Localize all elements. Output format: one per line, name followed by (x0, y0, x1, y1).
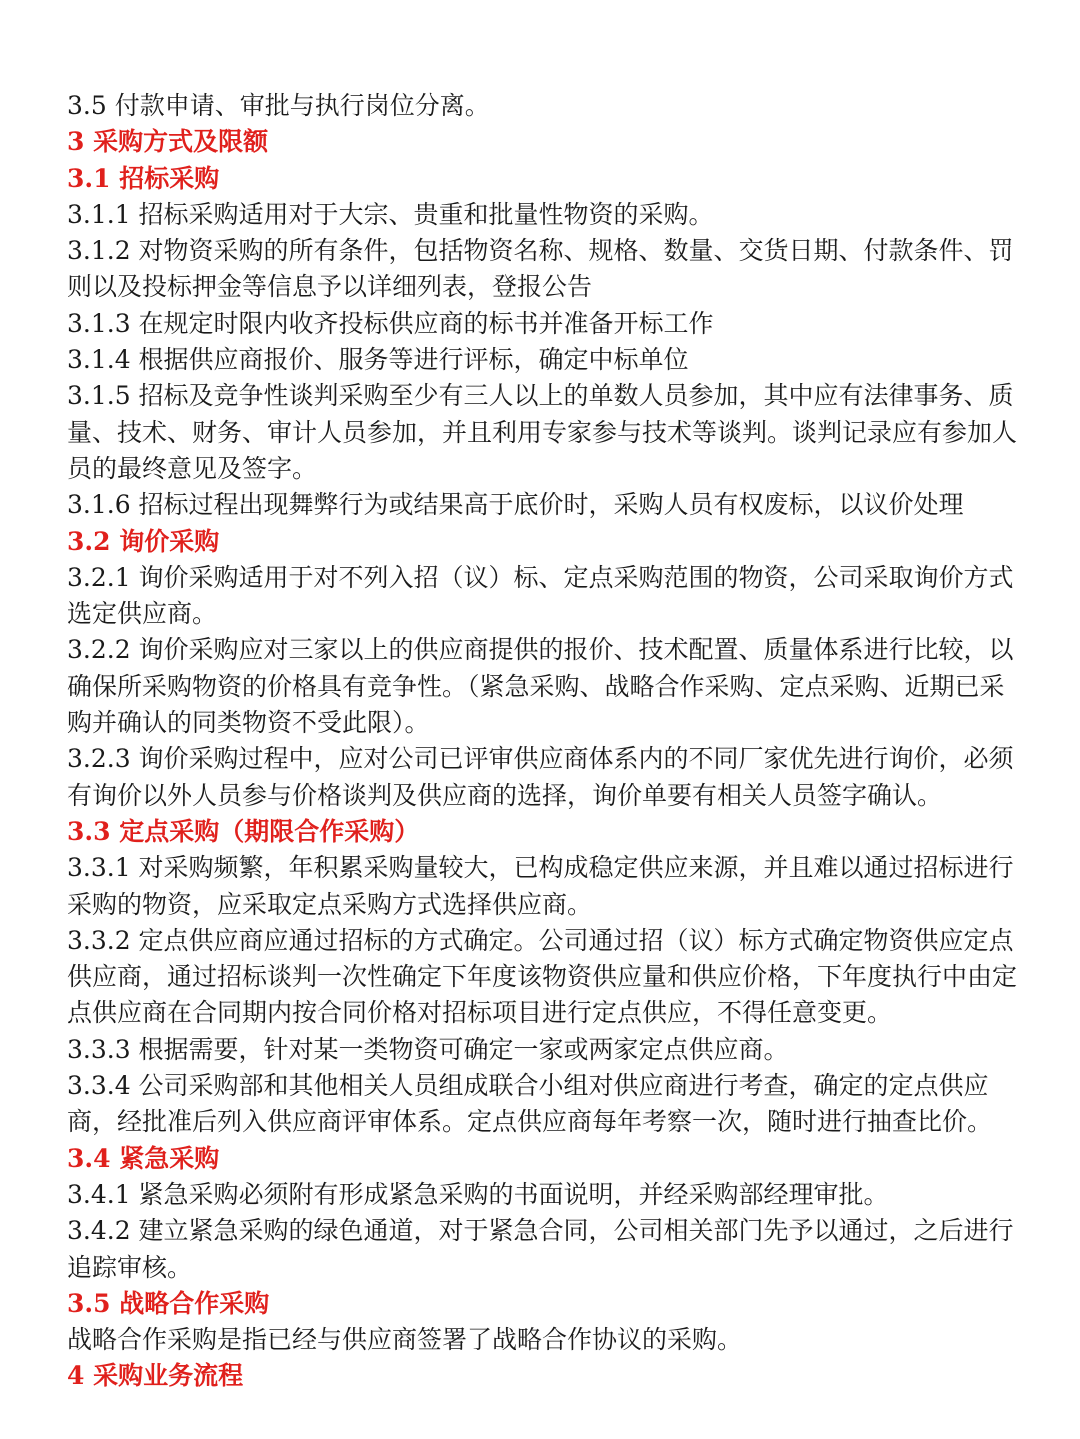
clause-3-4-1: 3.4.1 紧急采购必须附有形成紧急采购的书面说明，并经采购部经理审批。 (67, 1179, 889, 1209)
clause-3-2-2: 3.2.2 询价采购应对三家以上的供应商提供的报价、技术配置、质量体系进行比较，以确保所采购物资的价格具有竞争性。（紧急采购、战略合作采购、定点采购、近期已采购并确认的同类物资不受此限）。 (67, 635, 1014, 738)
clause-3-1-5: 3.1.5 招标及竞争性谈判采购至少有三人以上的单数人员参加，其中应有法律事务、质量、技术、财务、审计人员参加，并且利用专家参与技术等谈判。谈判记录应有参加人员的最终意见及签字。 (67, 381, 1018, 483)
section-heading-3-3-designated: 3.3 定点采购（期限合作采购） (67, 816, 420, 846)
clause-3-1-6: 3.1.6 招标过程出现舞弊行为或结果高于底价时，采购人员有权废标，以议价处理 (67, 490, 964, 520)
clause-3-4-2: 3.4.2 建立紧急采购的绿色通道，对于紧急合同，公司相关部门先予以通过，之后进行追踪审核。 (67, 1216, 1014, 1282)
section-heading-3-procurement-methods: 3 采购方式及限额 (67, 127, 269, 157)
clause-3-3-2: 3.3.2 定点供应商应通过招标的方式确定。公司通过招（议）标方式确定物资供应定点供应商，通过招标谈判一次性确定下年度该物资供应量和供应价格，下年度执行中由定点供应商在合同期内按合同价格对招标项目进行定点供应，不得任意变更。 (67, 925, 1018, 1028)
clause-3-2-3: 3.2.3 询价采购过程中，应对公司已评审供应商体系内的不同厂家优先进行询价，必须有询价以外人员参与价格谈判及供应商的选择，询价单要有相关人员签字确认。 (67, 744, 1014, 810)
clause-3-5-payment-separation: 3.5 付款申请、审批与执行岗位分离。 (67, 91, 490, 120)
clause-3-1-4: 3.1.4 根据供应商报价、服务等进行评标，确定中标单位 (67, 345, 689, 375)
clause-3-3-1: 3.3.1 对采购频繁，年积累采购量较大，已构成稳定供应来源，并且难以通过招标进行采购的物资，应采取定点采购方式选择供应商。 (67, 853, 1014, 919)
section-heading-3-5-strategic: 3.5 战略合作采购 (67, 1288, 270, 1318)
clause-3-1-1: 3.1.1 招标采购适用对于大宗、贵重和批量性物资的采购。 (67, 199, 714, 229)
section-heading-3-1-tender: 3.1 招标采购 (67, 163, 220, 193)
clause-3-3-4: 3.3.4 公司采购部和其他相关人员组成联合小组对供应商进行考查，确定的定点供应商，经批准后列入供应商评审体系。定点供应商每年考察一次，随时进行抽查比价。 (67, 1071, 993, 1137)
clause-3-1-3: 3.1.3 在规定时限内收齐投标供应商的标书并准备开标工作 (67, 308, 714, 338)
strategic-procurement-definition: 战略合作采购是指已经与供应商签署了战略合作协议的采购。 (67, 1325, 743, 1355)
clause-3-2-1: 3.2.1 询价采购适用于对不列入招（议）标、定点采购范围的物资，公司采取询价方式选定供应商。 (67, 562, 1014, 629)
clause-3-3-3: 3.3.3 根据需要，针对某一类物资可确定一家或两家定点供应商。 (67, 1034, 789, 1064)
section-heading-3-4-emergency: 3.4 紧急采购 (67, 1143, 220, 1173)
section-heading-3-2-inquiry: 3.2 询价采购 (67, 526, 220, 556)
clause-3-1-2: 3.1.2 对物资采购的所有条件，包括物资名称、规格、数量、交货日期、付款条件、罚则以及投标押金等信息予以详细列表，登报公告 (67, 236, 1014, 302)
section-heading-4-business-process: 4 采购业务流程 (67, 1361, 244, 1391)
